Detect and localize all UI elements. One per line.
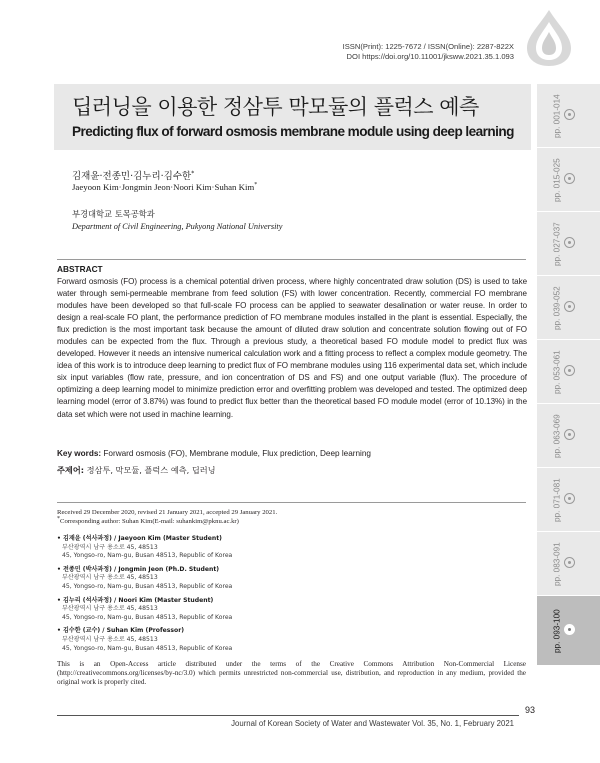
tab-label: pp. 027-037 (552, 222, 562, 266)
abstract-body: Forward osmosis (FO) process is a chemical potential driven process, where highly concentrated draw solution (DS) is used to take water through semi-permeable membrane from feed solution (FS) with lower concentration. Recently, commercial FO membrane modules have been developed so that full-scale FO process can be applied to seawater desalination or water reuse. In order to design a real-scale FO plant, the performance prediction of FO membrane modules installed in the plant is essential. Especially, the flux prediction is the most important task because the amount of diluted draw solution and concentrate solution flowing out of FO modules can be expected from the flux. Through a previous study, a theoretical based FO module model to predict flux was developed. However it needs an intensive numerical calculation work and a fitting process to reflect a complex module geometry. The idea of this work is to introduce deep learning to predict flux of FO membrane modules using 116 experimental data set, which include six input variables (flow rate, pressure, and ion concentration of DS and FS) and one output variable (flux). The procedure of optimizing a deep learning model to minimize prediction error and overfitting problem was developed and tested. The optimized deep learning model (error of 3.87%) was found to predict flux better than the theoretical based FO module model (error of 10.13%) in the data set which were not used in machine learning. (57, 277, 527, 419)
tab-circle-icon (564, 624, 575, 635)
tab-label: pp. 093-100 (552, 609, 562, 653)
author-detail-address-ko: 부산광역시 남구 용소로 45, 48513 (62, 605, 158, 613)
tab-pp-015-025[interactable] (537, 148, 600, 212)
keywords-korean (57, 465, 216, 476)
tab-circle-icon (564, 557, 575, 568)
tab-circle-icon (564, 365, 575, 376)
page-range-tabs (537, 84, 600, 666)
tab-pp-083-091[interactable] (537, 532, 600, 596)
journal-footer: Journal of Korean Society of Water and Wastewater Vol. 35, No. 1, February 2021 (231, 719, 514, 728)
keywords (57, 449, 371, 458)
author-detail-name: • 김누리 (석사과정) / Noori Kim (Master Student) (57, 596, 214, 604)
tab-circle-icon (564, 493, 575, 504)
tab-pp-093-100[interactable] (537, 596, 600, 666)
author-detail (57, 566, 357, 592)
author-detail-address-ko: 부산광역시 남구 용소로 45, 48513 (62, 635, 158, 643)
tab-pp-001-014[interactable] (537, 84, 600, 148)
corresponding-author (57, 517, 277, 526)
title-english: Predicting flux of forward osmosis membrane module using deep learning (72, 124, 514, 139)
tab-label: pp. 063-069 (552, 414, 562, 458)
tab-label: pp. 053-061 (552, 350, 562, 394)
tab-pp-039-052[interactable] (537, 276, 600, 340)
author-details-list (57, 535, 357, 658)
received-info (57, 508, 277, 527)
tab-pp-027-037[interactable] (537, 212, 600, 276)
author-detail-address-ko: 부산광역시 남구 용소로 45, 48513 (62, 543, 158, 551)
corresponding-mark: * (191, 169, 195, 177)
received-dates: Received 29 December 2020, revised 21 January 2021, accepted 29 January 2021. (57, 509, 278, 516)
corresponding-mark-footnote: * (57, 516, 60, 523)
affiliation-korean: 부경대학교 토목공학과 (72, 209, 155, 219)
author-detail-name: • 전종민 (박사과정) / Jongmin Jeon (Ph.D. Student) (57, 565, 220, 573)
tab-label: pp. 015-025 (552, 158, 562, 202)
author-detail-address-en: 45, Yongso-ro, Nam-gu, Busan 48513, Republic of Korea (62, 613, 233, 621)
author-detail (57, 627, 357, 653)
keywords-text: Forward osmosis (FO), Membrane module, Flux prediction, Deep learning (103, 449, 371, 458)
page-number: 93 (525, 705, 536, 715)
divider-bottom (57, 715, 519, 716)
tab-circle-icon (564, 173, 575, 184)
author-detail-name: • 김수한 (교수) / Suhan Kim (Professor) (57, 627, 184, 635)
authors-korean-text: 김재윤·전종민·김누리·김수한 (72, 171, 192, 182)
keywords-label-ko: 주제어: (57, 465, 85, 475)
tab-circle-icon (564, 301, 575, 312)
abstract-heading: ABSTRACT (57, 264, 103, 274)
tab-circle-icon (564, 429, 575, 440)
authors-english-text: Jaeyoon Kim·Jongmin Jeon·Noori Kim·Suhan Kim (72, 182, 255, 192)
issn-line: ISSN(Print): 1225-7672 / ISSN(Online): 2287-822X (342, 42, 514, 51)
author-detail-address-ko: 부산광역시 남구 용소로 45, 48513 (62, 574, 158, 582)
divider-top (57, 259, 526, 260)
divider-middle (57, 502, 526, 503)
title-korean: 딥러닝을 이용한 정삼투 막모듈의 플럭스 예측 (72, 95, 479, 119)
author-detail-address-en: 45, Yongso-ro, Nam-gu, Busan 48513, Republic of Korea (62, 644, 233, 652)
license-text: This is an Open-Access article distributed under the terms of the Creative Commons Attribution Non-Commercial License (http://creativecommons.org/licenses/by-nc/3.0) which permits unrestricted non-commercial use, distribution, and reproduction in any medium, provided the original work is properly cited. (57, 660, 526, 687)
affiliation-english: Department of Civil Engineering, Pukyong National University (72, 222, 283, 231)
tab-label: pp. 083-091 (552, 542, 562, 586)
authors-korean (72, 168, 194, 182)
keywords-text-ko: 정삼투, 막모듈, 플럭스 예측, 딥러닝 (86, 465, 216, 475)
author-detail (57, 535, 357, 561)
author-detail (57, 597, 357, 623)
tab-circle-icon (564, 109, 575, 120)
tab-pp-071-081[interactable] (537, 468, 600, 532)
corresponding-mark-en: * (254, 182, 258, 189)
author-detail-address-en: 45, Yongso-ro, Nam-gu, Busan 48513, Republic of Korea (62, 582, 233, 590)
doi-link[interactable]: DOI https://doi.org/10.11001/jksww.2021.35.1.093 (346, 52, 514, 61)
corresponding-author-text: Corresponding author: Suhan Kim(E-mail: suhankim@pknu.ac.kr) (60, 518, 239, 526)
author-detail-name: • 김재윤 (석사과정) / Jaeyoon Kim (Master Student) (57, 535, 222, 542)
tab-pp-053-061[interactable] (537, 340, 600, 404)
journal-logo-icon (521, 8, 577, 68)
tab-pp-063-069[interactable] (537, 404, 600, 468)
author-detail-address-en: 45, Yongso-ro, Nam-gu, Busan 48513, Republic of Korea (62, 552, 233, 560)
authors-english (72, 182, 257, 192)
keywords-label: Key words: (57, 449, 102, 458)
tab-circle-icon (564, 237, 575, 248)
issn-doi-block (343, 42, 514, 62)
tab-label: pp. 001-014 (552, 94, 562, 138)
tab-label: pp. 039-052 (552, 286, 562, 330)
tab-label: pp. 071-081 (552, 478, 562, 522)
